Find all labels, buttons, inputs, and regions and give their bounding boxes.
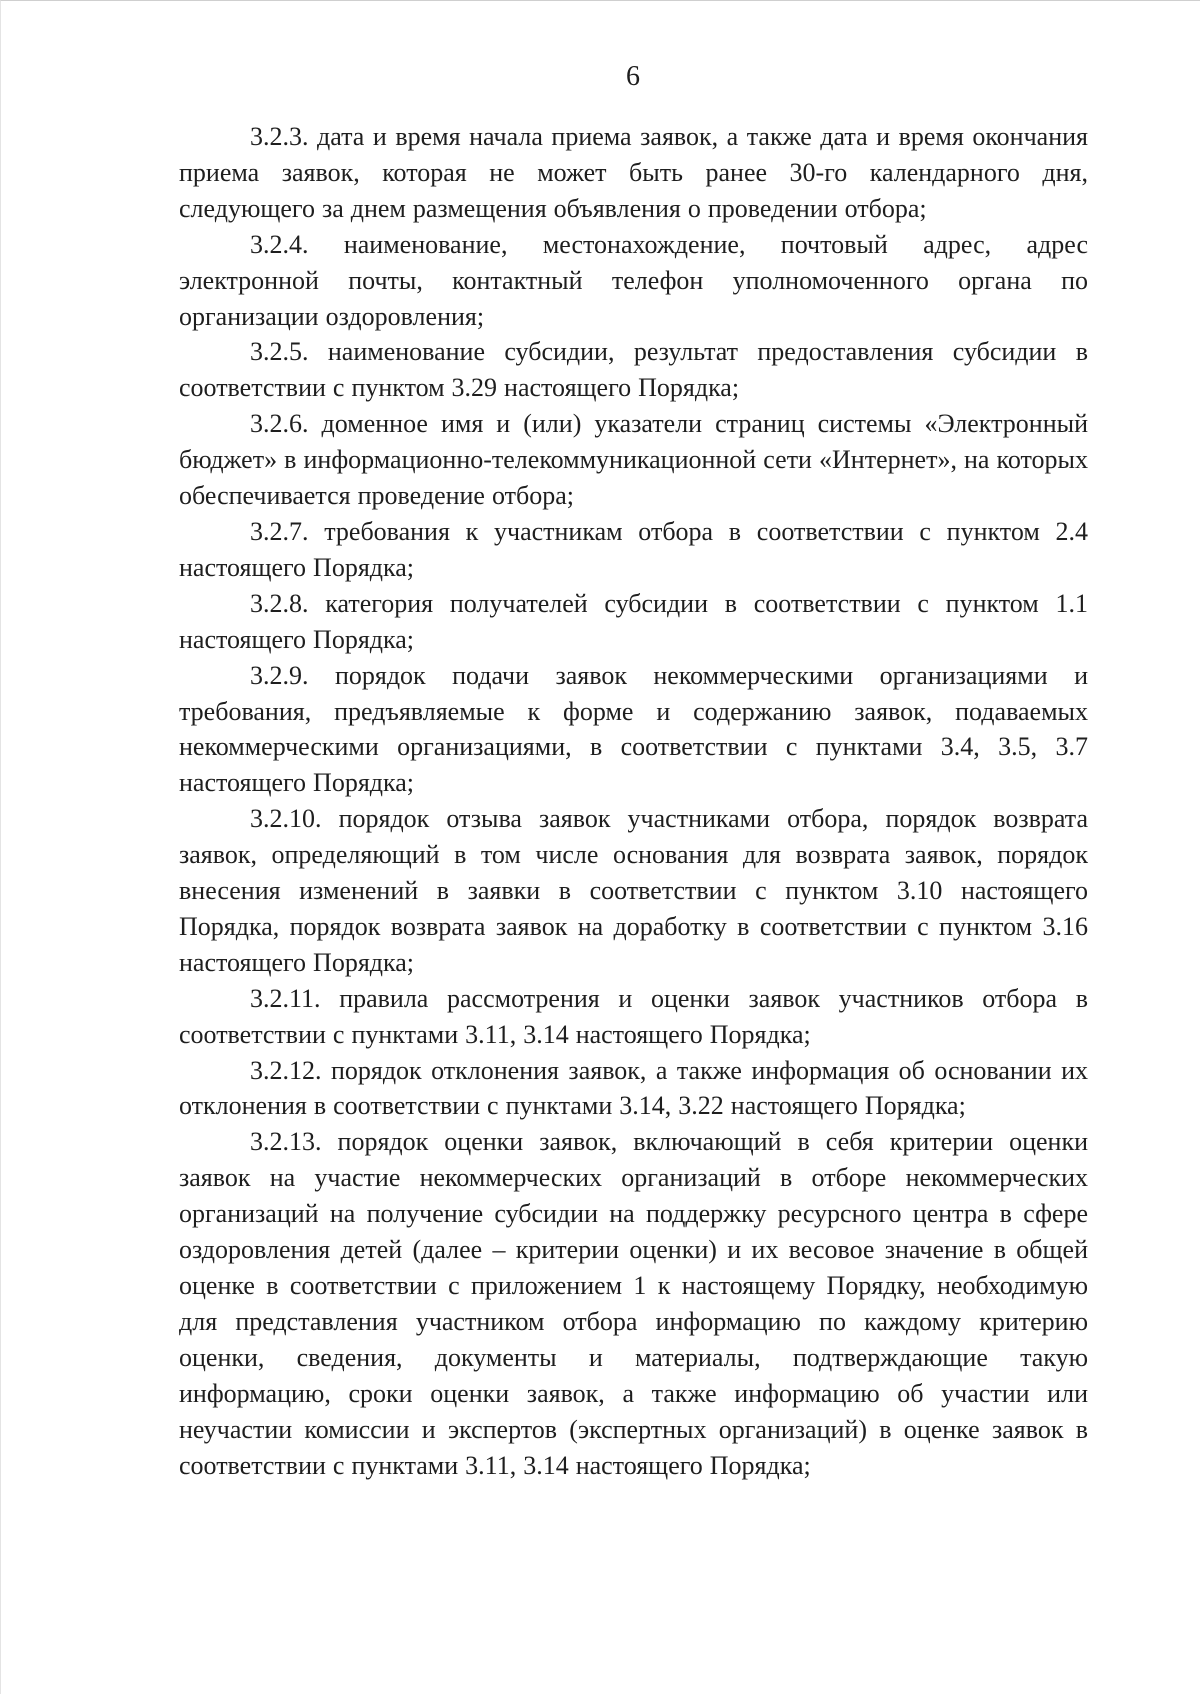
paragraph-3-2-6: 3.2.6. доменное имя и (или) указатели страниц системы «Электронный бюджет» в информационно-телекоммуникационной сети «Интернет», на которых обеспечивается проведение отбора; — [179, 409, 1088, 511]
paragraph-3-2-10: 3.2.10. порядок отзыва заявок участниками отбора, порядок возврата заявок, определяющий в том числе основания для возврата заявок, порядок внесения изменений в заявки в соответствии с пунктом 3.10 настоящего Порядка, порядок возврата заявок на доработку в соответствии с пунктом 3.16 настоящего Порядка; — [179, 804, 1088, 977]
paragraph-3-2-8: 3.2.8. категория получателей субсидии в соответствии с пунктом 1.1 настоящего Порядка; — [179, 588, 1088, 654]
paragraph-3-2-9: 3.2.9. порядок подачи заявок некоммерческими организациями и требования, предъявляемые к форме и содержанию заявок, подаваемых некоммерческими организациями, в соответствии с пунктами 3.4, 3.5, 3.7 настоящего Порядка; — [179, 660, 1088, 798]
paragraph-3-2-12: 3.2.12. порядок отклонения заявок, а также информация об основании их отклонения в соответствии с пунктами 3.14, 3.22 настоящего Порядка; — [179, 1055, 1088, 1121]
paragraph-3-2-13: 3.2.13. порядок оценки заявок, включающий в себя критерии оценки заявок на участие некоммерческих организаций в отборе некоммерческих организаций на получение субсидии на поддержку ресурсного центра в сфере оздоровления детей (далее – критерии оценки) и их весовое значение в общей оценке в соответствии с приложением 1 к настоящему Порядку, необходимую для представления участником отбора информацию по каждому критерию оценки, сведения, документы и материалы, подтверждающие такую информацию, сроки оценки заявок, а также информацию об участии или неучастии комиссии и экспертов (экспертных организаций) в оценке заявок в соответствии с пунктами 3.11, 3.14 настоящего Порядка; — [179, 1127, 1088, 1480]
paragraph-3-2-3: 3.2.3. дата и время начала приема заявок, а также дата и время окончания приема заявок, которая не может быть ранее 30-го календарного дня, следующего за днем размещения объявления о проведении отбора; — [179, 122, 1088, 223]
paragraph-3-2-11: 3.2.11. правила рассмотрения и оценки заявок участников отбора в соответствии с пунктами 3.11, 3.14 настоящего Порядка; — [179, 983, 1088, 1049]
paragraph-3-2-7: 3.2.7. требования к участникам отбора в соответствии с пунктом 2.4 настоящего Порядка; — [179, 516, 1088, 582]
paragraph-3-2-5: 3.2.5. наименование субсидии, результат предоставления субсидии в соответствии с пунктом 3.29 настоящего Порядка; — [179, 337, 1088, 403]
paragraph-3-2-4: 3.2.4. наименование, местонахождение, почтовый адрес, адрес электронной почты, контактный телефон уполномоченного органа по организации оздоровления; — [179, 229, 1088, 331]
page-number: 6 — [626, 61, 640, 92]
document-body — [179, 119, 1088, 1483]
